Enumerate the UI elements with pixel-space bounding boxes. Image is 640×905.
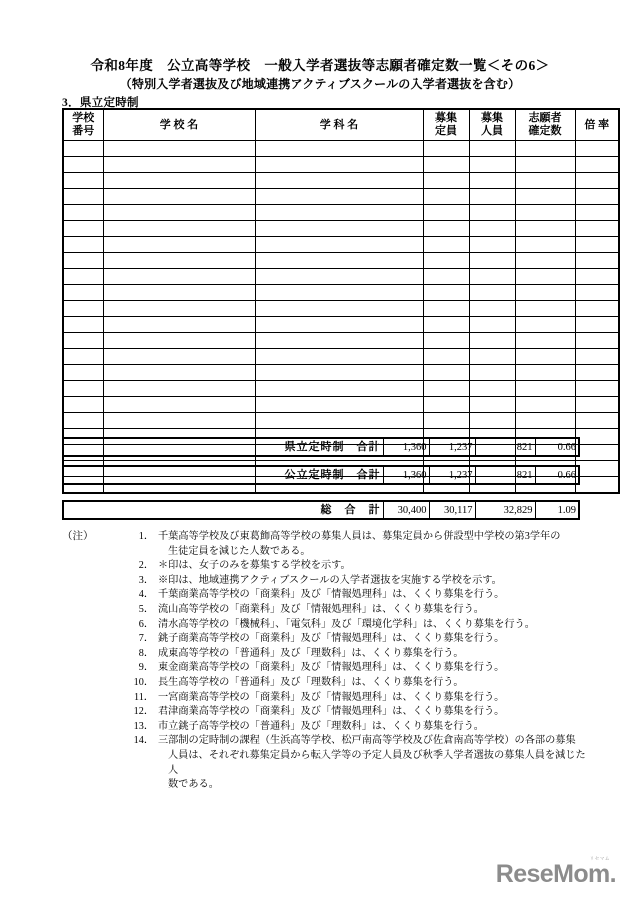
- note-text: [154, 661, 592, 676]
- row-quota: [423, 349, 469, 365]
- row-quota: [423, 189, 469, 205]
- note-number: 3．: [138, 574, 154, 586]
- row-school-name: [103, 237, 255, 253]
- logo-wordmark: ReseMom.: [495, 860, 616, 888]
- row-department: [255, 237, 423, 253]
- note-number: 1．: [138, 531, 154, 542]
- note-text-line: 君津商業高等学校の「商業科」及び「情報処理科」は、くくり募集を行う。: [158, 706, 505, 718]
- row-school-no: [63, 221, 103, 237]
- row-applicants: [515, 381, 575, 397]
- table-row: [63, 285, 619, 301]
- row-applicants: [515, 237, 575, 253]
- row-applicants: [515, 349, 575, 365]
- row-school-name: [103, 413, 255, 429]
- row-capacity: [469, 205, 515, 221]
- row-quota: [423, 205, 469, 221]
- row-school-no: [63, 381, 103, 397]
- row-school-name: [103, 301, 255, 317]
- column-header-applicants: 志願者 確定数: [515, 109, 575, 141]
- row-capacity: [469, 141, 515, 157]
- summary-applicants: 821: [475, 438, 535, 456]
- row-applicants: [515, 365, 575, 381]
- row-school-name: [103, 205, 255, 221]
- row-department: [255, 333, 423, 349]
- note-text: [154, 720, 592, 735]
- summary-grand-total-table: [62, 500, 580, 520]
- note-text-line: 銚子商業高等学校の「商業科」及び「情報処理科」は、くくり募集を行う。: [158, 633, 505, 645]
- row-applicants: [515, 269, 575, 285]
- row-school-name: [103, 157, 255, 173]
- note-text: [154, 530, 592, 559]
- table-row: [63, 253, 619, 269]
- notes-heading: （注）: [62, 531, 94, 542]
- row-quota: [423, 413, 469, 429]
- row-capacity: [469, 237, 515, 253]
- row-school-name: [103, 189, 255, 205]
- row-capacity: [469, 157, 515, 173]
- resemom-logo: [496, 856, 616, 887]
- note-number: 14．: [133, 735, 154, 747]
- summary-prefectural-container: [62, 437, 578, 457]
- row-ratio: [575, 221, 619, 237]
- row-applicants: [515, 317, 575, 333]
- row-school-name: [103, 269, 255, 285]
- row-school-no: [63, 141, 103, 157]
- table-row: [63, 205, 619, 221]
- row-school-name: [103, 285, 255, 301]
- note-number: 8．: [138, 647, 154, 659]
- row-capacity: [469, 397, 515, 413]
- summary-quota: 1,360: [383, 438, 429, 456]
- row-department: [255, 317, 423, 333]
- note-text-line: 成東高等学校の「普通科」及び「理数科」は、くくり募集を行う。: [158, 647, 464, 659]
- note-text-line: 三部制の定時制の課程（生浜高等学校、松戸南高等学校及び佐倉南高等学校）の各部の募集: [158, 735, 576, 747]
- row-school-no: [63, 413, 103, 429]
- row-quota: [423, 285, 469, 301]
- row-ratio: [575, 141, 619, 157]
- note-text: [154, 691, 592, 706]
- note-text-line: ＊印は、女子のみを募集する学校を示す。: [158, 560, 351, 572]
- column-header-capacity: 募集 人員: [469, 109, 515, 141]
- summary-ratio: 0.66: [535, 438, 579, 456]
- row-department: [255, 157, 423, 173]
- summary-label: 県立定時制 合計: [63, 438, 383, 456]
- note-text-line: 流山高等学校の「商業科」及び「情報処理科」は、くくり募集を行う。: [158, 603, 484, 615]
- row-quota: [423, 301, 469, 317]
- note-number: 6．: [138, 618, 154, 630]
- row-school-name: [103, 365, 255, 381]
- row-school-name: [103, 173, 255, 189]
- note-text: [154, 603, 592, 618]
- summary-applicants: 821: [475, 466, 535, 484]
- row-ratio: [575, 365, 619, 381]
- note-number: 11．: [134, 691, 154, 703]
- column-header-school-no: 学校 番号: [63, 109, 103, 141]
- list-item: [130, 618, 592, 633]
- row-quota: [423, 253, 469, 269]
- note-text: [154, 632, 592, 647]
- summary-quota: 1,360: [383, 466, 429, 484]
- row-applicants: [515, 157, 575, 173]
- row-ratio: [575, 445, 619, 461]
- table-row: [63, 365, 619, 381]
- row-department: [255, 221, 423, 237]
- row-department: [255, 269, 423, 285]
- row-ratio: [575, 429, 619, 445]
- row-department: [255, 397, 423, 413]
- note-number: 12．: [133, 706, 154, 718]
- row-quota: [423, 269, 469, 285]
- row-capacity: [469, 285, 515, 301]
- summary-capacity: 30,117: [429, 501, 475, 519]
- list-item: [130, 676, 592, 691]
- row-quota: [423, 141, 469, 157]
- row-school-no: [63, 365, 103, 381]
- row-department: [255, 141, 423, 157]
- row-applicants: [515, 189, 575, 205]
- row-ratio: [575, 189, 619, 205]
- notes-section: [62, 530, 592, 793]
- row-ratio: [575, 157, 619, 173]
- row-ratio: [575, 461, 619, 477]
- note-number: 7．: [138, 633, 154, 645]
- summary-quota: 30,400: [383, 501, 429, 519]
- table-header: [63, 109, 619, 141]
- row-school-no: [63, 157, 103, 173]
- list-item: [130, 632, 592, 647]
- note-text-line: 千葉商業高等学校の「商業科」及び「情報処理科」は、くくり募集を行う。: [158, 589, 505, 601]
- summary-public-table: [62, 465, 580, 485]
- summary-ratio: 1.09: [535, 501, 579, 519]
- table-row: [63, 189, 619, 205]
- row-capacity: [469, 365, 515, 381]
- row-department: [255, 285, 423, 301]
- row-school-no: [63, 397, 103, 413]
- summary-prefectural-table: [62, 437, 580, 457]
- list-item: [130, 647, 592, 662]
- table-row: [63, 466, 579, 484]
- note-number: 5．: [138, 603, 154, 615]
- row-quota: [423, 237, 469, 253]
- row-applicants: [515, 413, 575, 429]
- row-school-no: [63, 301, 103, 317]
- row-capacity: [469, 349, 515, 365]
- row-department: [255, 253, 423, 269]
- note-text-continuation: 人員は、それぞれ募集定員から転入学等の予定人員及び秋季入学者選抜の募集人員を減じた人: [168, 749, 586, 776]
- column-header-quota: 募集 定員: [423, 109, 469, 141]
- summary-applicants: 32,829: [475, 501, 535, 519]
- section-label: 3．県立定時制: [62, 97, 139, 109]
- list-item: [130, 691, 592, 706]
- row-school-no: [63, 317, 103, 333]
- title-block: [0, 56, 640, 93]
- row-capacity: [469, 269, 515, 285]
- row-quota: [423, 157, 469, 173]
- row-department: [255, 173, 423, 189]
- table-row: [63, 413, 619, 429]
- note-text: [154, 734, 592, 792]
- row-ratio: [575, 477, 619, 494]
- row-applicants: [515, 253, 575, 269]
- row-quota: [423, 221, 469, 237]
- table-row: [63, 349, 619, 365]
- row-ratio: [575, 381, 619, 397]
- row-school-no: [63, 189, 103, 205]
- row-applicants: [515, 301, 575, 317]
- row-school-no: [63, 253, 103, 269]
- row-applicants: [515, 285, 575, 301]
- row-ratio: [575, 205, 619, 221]
- row-quota: [423, 381, 469, 397]
- table-row: [63, 333, 619, 349]
- row-school-no: [63, 285, 103, 301]
- list-item: [130, 734, 592, 792]
- row-capacity: [469, 173, 515, 189]
- summary-label: 公立定時制 合計: [63, 466, 383, 484]
- summary-capacity: 1,237: [429, 466, 475, 484]
- row-school-name: [103, 221, 255, 237]
- table-row: [63, 157, 619, 173]
- note-number: 10．: [133, 676, 154, 688]
- row-ratio: [575, 269, 619, 285]
- list-item: [130, 720, 592, 735]
- page-title: 令和8年度 公立高等学校 一般入学者選抜等志願者確定数一覧＜その6＞: [90, 58, 550, 73]
- table-row: [63, 381, 619, 397]
- row-department: [255, 205, 423, 221]
- table-row: [63, 317, 619, 333]
- row-capacity: [469, 301, 515, 317]
- note-text-line: 一宮商業高等学校の「商業科」及び「情報処理科」は、くくり募集を行う。: [158, 691, 505, 703]
- row-ratio: [575, 333, 619, 349]
- summary-capacity: 1,237: [429, 438, 475, 456]
- column-header-ratio: 倍 率: [575, 109, 619, 141]
- row-applicants: [515, 333, 575, 349]
- summary-ratio: 0.66: [535, 466, 579, 484]
- note-text-line: 東金商業高等学校の「商業科」及び「情報処理科」は、くくり募集を行う。: [158, 662, 505, 674]
- table-row: [63, 501, 579, 519]
- note-number: 2．: [138, 560, 154, 572]
- column-header-school-name: 学 校 名: [103, 109, 255, 141]
- row-capacity: [469, 381, 515, 397]
- row-ratio: [575, 317, 619, 333]
- row-ratio: [575, 397, 619, 413]
- row-ratio: [575, 301, 619, 317]
- row-department: [255, 365, 423, 381]
- row-applicants: [515, 141, 575, 157]
- row-school-name: [103, 333, 255, 349]
- list-item: [130, 661, 592, 676]
- list-item: [130, 705, 592, 720]
- row-applicants: [515, 205, 575, 221]
- row-applicants: [515, 397, 575, 413]
- row-capacity: [469, 317, 515, 333]
- note-text: [154, 588, 592, 603]
- row-ratio: [575, 285, 619, 301]
- list-item: [130, 559, 592, 574]
- row-quota: [423, 317, 469, 333]
- table-row: [63, 221, 619, 237]
- page-subtitle: （特別入学者選抜及び地域連携アクティブスクールの入学者選抜を含む）: [119, 77, 521, 91]
- row-school-name: [103, 141, 255, 157]
- table-row: [63, 301, 619, 317]
- summary-label: 総 合 計: [63, 501, 383, 519]
- row-capacity: [469, 333, 515, 349]
- note-text: [154, 647, 592, 662]
- row-school-name: [103, 349, 255, 365]
- table-row: [63, 141, 619, 157]
- row-school-no: [63, 205, 103, 221]
- note-text-line: 市立銚子高等学校の「普通科」及び「理数科」は、くくり募集を行う。: [158, 720, 484, 732]
- row-ratio: [575, 237, 619, 253]
- row-department: [255, 189, 423, 205]
- row-ratio: [575, 253, 619, 269]
- row-quota: [423, 397, 469, 413]
- note-text-line: ※印は、地域連携アクティブスクールの入学者選抜を実施する学校を示す。: [158, 574, 502, 586]
- row-school-name: [103, 317, 255, 333]
- note-text: [154, 559, 592, 574]
- column-header-department: 学 科 名: [255, 109, 423, 141]
- note-number: 9．: [138, 662, 154, 674]
- list-item: [130, 530, 592, 559]
- row-capacity: [469, 189, 515, 205]
- note-text-line: 千葉高等学校及び東葛飾高等学校の募集人員は、募集定員から併設型中学校の第3学年の: [158, 531, 561, 542]
- row-school-name: [103, 397, 255, 413]
- note-number: 13．: [133, 720, 154, 732]
- note-text-line: 長生高等学校の「普通科」及び「理数科」は、くくり募集を行う。: [158, 676, 464, 688]
- row-school-name: [103, 253, 255, 269]
- row-department: [255, 301, 423, 317]
- list-item: [130, 574, 592, 589]
- row-applicants: [515, 221, 575, 237]
- table-row: [63, 269, 619, 285]
- note-text: [154, 676, 592, 691]
- row-ratio: [575, 349, 619, 365]
- row-capacity: [469, 221, 515, 237]
- note-text-continuation: 生徒定員を減じた人数である。: [168, 545, 311, 557]
- note-text: [154, 705, 592, 720]
- row-school-name: [103, 381, 255, 397]
- row-ratio: [575, 413, 619, 429]
- note-number: 4．: [138, 589, 154, 601]
- summary-public-container: [62, 465, 578, 485]
- row-quota: [423, 333, 469, 349]
- table-row: [63, 173, 619, 189]
- note-text: [154, 574, 592, 589]
- table-row: [63, 237, 619, 253]
- list-item: [130, 603, 592, 618]
- note-text-line: 清水高等学校の「機械科」、「電気科」及び「環境化学科」は、くくり募集を行う。: [158, 618, 535, 630]
- table-row: [63, 397, 619, 413]
- row-applicants: [515, 173, 575, 189]
- row-department: [255, 381, 423, 397]
- note-text-continuation: 数である。: [168, 779, 219, 791]
- row-department: [255, 413, 423, 429]
- row-quota: [423, 173, 469, 189]
- row-ratio: [575, 173, 619, 189]
- row-school-no: [63, 237, 103, 253]
- list-item: [130, 588, 592, 603]
- table-row: [63, 438, 579, 456]
- note-text: [154, 618, 592, 633]
- row-school-no: [63, 333, 103, 349]
- row-school-no: [63, 173, 103, 189]
- row-quota: [423, 365, 469, 381]
- row-capacity: [469, 413, 515, 429]
- row-school-no: [63, 349, 103, 365]
- row-school-no: [63, 269, 103, 285]
- row-department: [255, 349, 423, 365]
- summary-grand-total-container: [62, 500, 578, 520]
- notes-list: [130, 530, 592, 793]
- logo-ruby-text: リセマム: [589, 856, 610, 861]
- row-capacity: [469, 253, 515, 269]
